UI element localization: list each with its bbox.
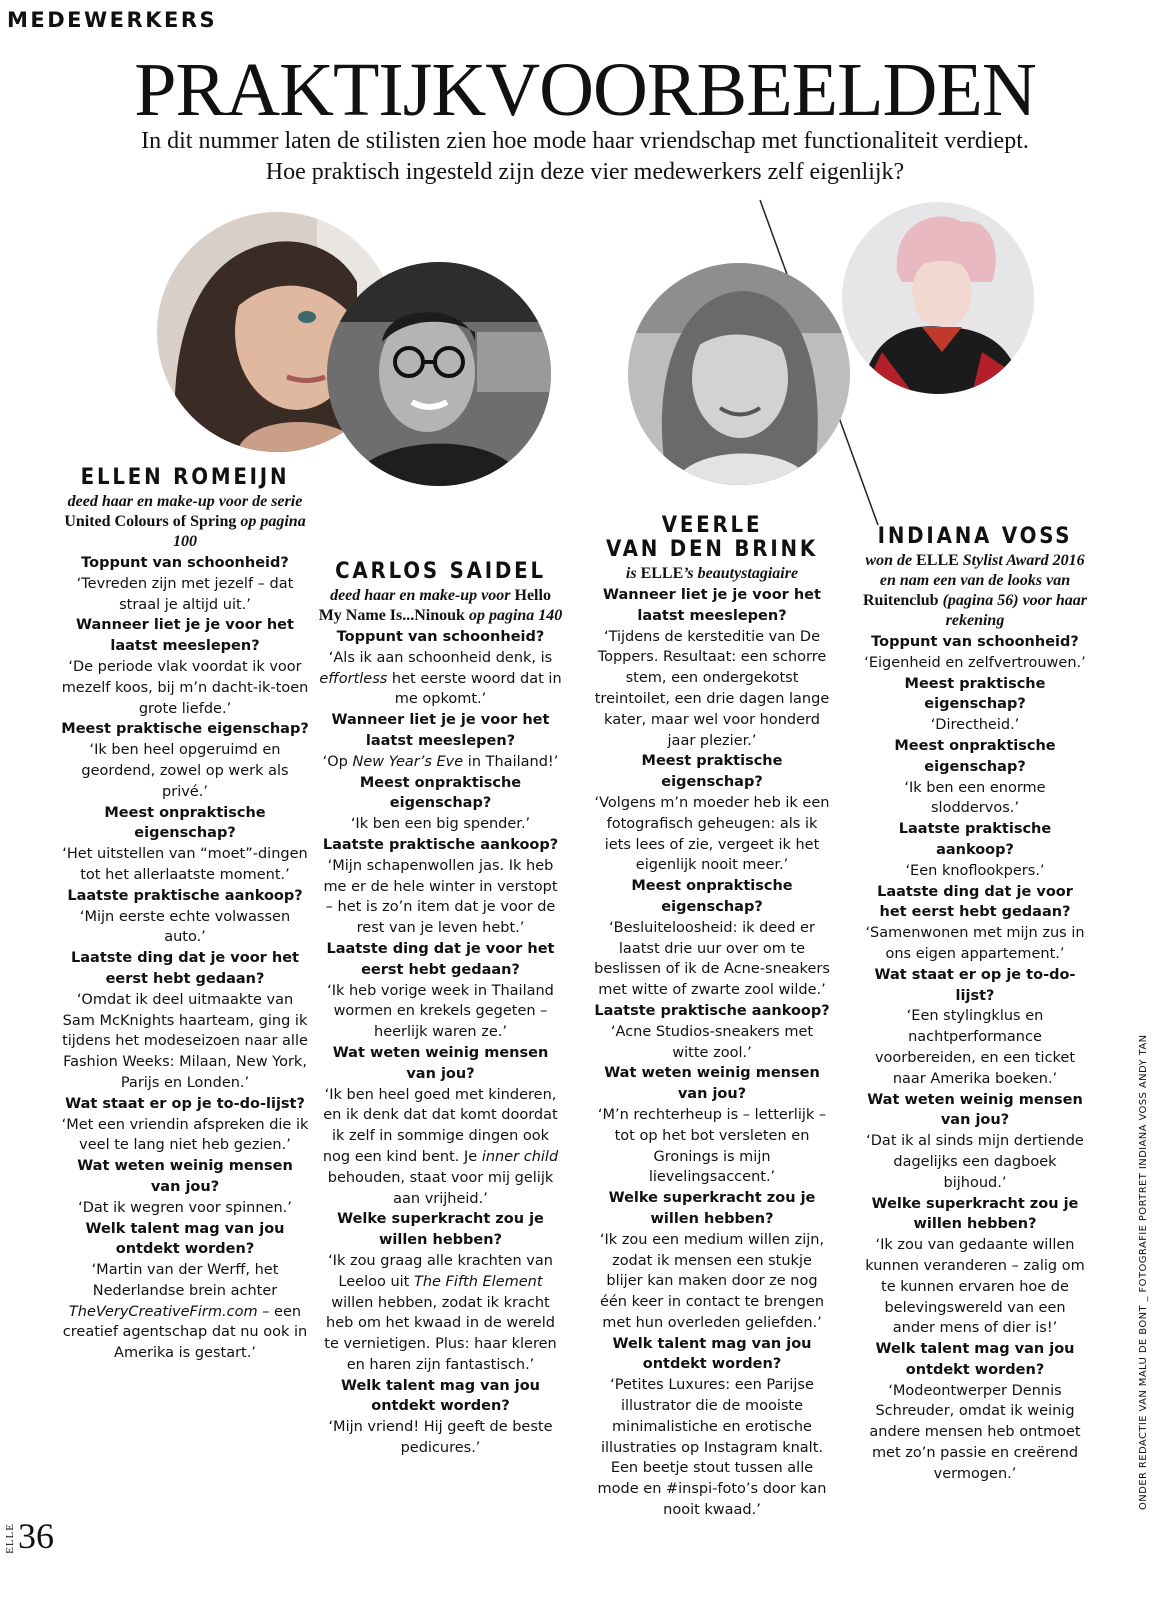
text-run: won de (865, 552, 917, 569)
text-run: ELLE (916, 552, 959, 569)
interview-answer (862, 653, 1088, 674)
interview-answer (318, 981, 563, 1043)
interview-question: Laatste praktische aankoop? (67, 887, 303, 904)
text-run: ‘De periode vlak voordat ik voor mezelf koos, bij m’n dacht-ik-toen grote liefde.’ (61, 658, 309, 717)
text-run: ‘Ik heb vorige week in Thailand wormen en krekels gegeten – heerlijk waren ze.’ (327, 982, 554, 1041)
interview-answer (594, 918, 830, 1001)
text-run: inner child (481, 1148, 559, 1165)
contributor-name: ELLEN ROMEIJN (80, 465, 290, 490)
interview-answer (318, 814, 563, 835)
interview-answer (60, 574, 310, 616)
text-run: ‘Ik ben een enorme sloddervos.’ (904, 779, 1046, 817)
text-run: deed haar en make-up voor (330, 587, 515, 604)
text-run: ‘Ik ben een big spender.’ (350, 816, 531, 833)
text-run: op pagina 100 (173, 513, 306, 550)
interview-answer (318, 648, 563, 710)
interview-question: Laatste praktische aankoop? (594, 1002, 830, 1019)
interview-answer (594, 793, 830, 876)
contributor-carlos-saidel (318, 560, 563, 1459)
text-run: ‘M’n rechterheup is – letterlijk – tot op het bot versleten en Gronings is mijn lievelingsaccent.’ (597, 1106, 827, 1186)
interview-question: Laatste ding dat je voor het eerst hebt gedaan? (71, 950, 299, 987)
text-run: ‘Modeontwerper Dennis Schreuder, omdat ik weinig andere mensen heb ontmoet met zo’n passie en creërend vermogen.’ (869, 1382, 1081, 1482)
interview-answer (60, 907, 310, 949)
interview-question: Welk talent mag van jou ontdekt worden? (85, 1220, 285, 1258)
interview-answer (594, 1105, 830, 1188)
portrait-photo-indiana (842, 202, 1034, 394)
text-run: New Year’s Eve (352, 753, 464, 770)
interview-question: Wat weten weinig mensen van jou? (867, 1091, 1083, 1129)
interview-answer (862, 1381, 1088, 1485)
interview-question: Laatste ding dat je voor het eerst hebt gedaan? (326, 940, 555, 978)
text-run: ‘Mijn schapenwollen jas. Ik heb me er de hele winter in verstopt – het is zo’n item dat je voor de rest van je leven hebt.’ (323, 857, 558, 937)
text-run: ‘Mijn eerste echte volwassen auto.’ (79, 908, 291, 946)
text-run: ‘Dat ik al sinds mijn dertiende dagelijks een dagboek bijhoud.’ (866, 1133, 1084, 1191)
text-run: ‘Petites Luxures: een Parijse illustrator die de mooiste minimalistiche en erotische illustraties op Instagram knalt. Een beetje stout tussen alle mode en #inspi-foto’s door kan nooit kwaad.’ (597, 1377, 827, 1519)
interview-question: Welk talent mag van jou ontdekt worden? (875, 1341, 1075, 1378)
text-run: behouden, staat voor mij gelijk aan vrijheid.’ (327, 1169, 554, 1207)
interview-question: Wanneer liet je je voor het laatst meeslepen? (76, 617, 294, 655)
interview-answer (862, 778, 1088, 820)
text-run: deed haar en make-up voor de serie (67, 493, 303, 510)
interview-question: Meest onpraktische eigenschap? (104, 804, 266, 842)
text-run: ‘Ik zou een medium willen zijn, zodat ik mensen een stukje blijer kan maken door ze nog één keer in contact te brengen met hun overleden geliefden.’ (599, 1231, 825, 1331)
text-run: in Thailand!’ (463, 753, 559, 770)
interview-question: Laatste praktische aankoop? (898, 821, 1052, 858)
contributor-veerle-van-den-brink (594, 514, 830, 1521)
text-run: – een creatief agentschap dat nu ook in Amerika is gestart.’ (62, 1303, 308, 1362)
text-run: ‘Samenwonen met mijn zus in ons eigen appartement.’ (865, 925, 1085, 962)
contributor-bio (318, 586, 563, 626)
text-run: TheVeryCreativeFirm.com (68, 1303, 258, 1320)
text-run: ‘Ik ben heel goed met kinderen, en ik denk dat dat komt doordat ik zelf in sommige dingen ook nog een kind bent. Je (322, 1086, 558, 1165)
text-run: Ruitenclub (862, 592, 939, 609)
interview-answer (60, 740, 310, 802)
interview-question: Laatste ding dat je voor het eerst hebt gedaan? (877, 883, 1073, 921)
interview-question: Meest praktische eigenschap? (641, 753, 783, 791)
interview-question: Meest onpraktische eigenschap? (631, 878, 793, 915)
text-run: ‘Mijn vriend! Hij geeft de beste pedicures.’ (328, 1419, 553, 1457)
interview-answer (60, 1198, 310, 1219)
interview-answer (594, 1375, 830, 1521)
interview-answer (862, 1235, 1088, 1339)
interview-answer (862, 1006, 1088, 1089)
interview-answer (862, 861, 1088, 882)
interview-question: Toppunt van schoonheid? (81, 555, 289, 571)
folio-brand: ELLE (4, 1523, 16, 1554)
interview-answer (318, 752, 563, 773)
interview-question: Welk talent mag van jou ontdekt worden? (612, 1335, 812, 1373)
text-run: ‘Acne Studios-sneakers met witte zool.’ (610, 1023, 814, 1061)
text-run: ‘Volgens m’n moeder heb ik een fotografisch geheugen: als ik iets lees of zie, vergeet ik het eigenlijk nooit meer.’ (594, 794, 830, 874)
contributor-name: INDIANA VOSS (877, 524, 1073, 549)
interview-question: Wat staat er op je to-do-lijst? (874, 966, 1076, 1004)
section-label: MEDEWERKERS (7, 8, 218, 32)
interview-answer (594, 627, 830, 752)
text-run: The Fifth Element (413, 1273, 543, 1290)
text-run: ‘Ik zou van gedaante willen kunnen veranderen – zalig om te kunnen ervaren hoe de belevingswereld van een ander mens of dier is!’ (865, 1237, 1085, 1337)
interview-question: Welke superkracht zou je willen hebben? (871, 1195, 1079, 1233)
interview-question: Meest onpraktische eigenschap? (894, 737, 1056, 775)
interview-answer (318, 1251, 563, 1376)
page-title: PRAKTIJKVOORBEELDEN (134, 48, 1036, 132)
text-run: effortless (319, 670, 388, 687)
interview-question: Welke superkracht zou je willen hebben? (337, 1211, 544, 1249)
text-run: ‘Tevreden zijn met jezelf – dat straal je altijd uit.’ (76, 575, 294, 613)
interview-answer (862, 1131, 1088, 1193)
text-run: ‘Een stylingklus en nachtperformance voorbereiden, en een ticket naar Amerika boeken.’ (874, 1008, 1076, 1087)
intro-line-2: Hoe praktisch ingesteld zijn deze vier medewerkers zelf eigenlijk? (265, 158, 905, 185)
interview-question: Meest onpraktische eigenschap? (359, 774, 522, 812)
text-run: (pagina 56) voor haar rekening (938, 592, 1088, 629)
interview-question: Meest praktische eigenschap? (61, 721, 309, 738)
contributor-bio (60, 492, 310, 552)
text-run: ‘Een knoflookpers.’ (905, 862, 1045, 879)
text-run: ‘Besluiteloosheid: ik deed er laatst drie uur over om te beslissen of ik de Acne-sneakers met witte of zwarte zool wilde.’ (594, 919, 830, 999)
text-run: ‘Ik zou graag alle krachten van Leeloo uit (328, 1252, 553, 1290)
text-run: ‘Als ik aan schoonheid denk, is (328, 649, 553, 666)
portrait-photo-carlos (327, 262, 551, 486)
interview-question: Wat staat er op je to-do-lijst? (65, 1095, 305, 1112)
text-run: ’s beautystagiaire (683, 565, 799, 582)
text-run: ‘Eigenheid en zelfvertrouwen.’ (864, 654, 1086, 671)
text-run: ‘Op (322, 753, 353, 770)
text-run: het eerste woord dat in me opkomt.’ (387, 670, 562, 708)
interview-answer (60, 1115, 310, 1157)
interview-question: Toppunt van schoonheid? (871, 634, 1079, 650)
interview-question: Wanneer liet je je voor het laatst meeslepen? (603, 587, 821, 624)
interview-answer (594, 1022, 830, 1064)
contributor-ellen-romeijn (60, 466, 310, 1364)
contributor-bio (862, 551, 1088, 631)
interview-question: Wat weten weinig mensen van jou? (604, 1065, 820, 1103)
text-run: ‘Martin van der Werff, het Nederlandse brein achter (91, 1262, 279, 1299)
contributor-name: CARLOS SAIDEL (335, 559, 546, 584)
text-run: ‘Directheid.’ (930, 717, 1020, 734)
contributor-name: VEERLE VAN DEN BRINK (606, 513, 818, 562)
text-run: ‘Dat ik wegren voor spinnen.’ (78, 1199, 292, 1216)
page-folio (4, 1518, 54, 1554)
interview-question: Welke superkracht zou je willen hebben? (608, 1190, 816, 1227)
text-run: United Colours of Spring (64, 513, 237, 530)
interview-answer (60, 844, 310, 886)
interview-answer (60, 657, 310, 719)
text-run: ‘Ik ben heel opgeruimd en geordend, zowel op werk als privé.’ (81, 742, 289, 800)
text-run: ‘Tijdens de kersteditie van De Toppers. Resultaat: een schorre stem, een ondergekotst treintoilet, een drie dagen lange kater, maar wel voor honderd jaar plezier.’ (594, 628, 830, 749)
interview-question: Wat weten weinig mensen van jou? (77, 1158, 293, 1195)
intro-line-1: In dit nummer laten de stilisten zien hoe mode haar vriendschap met functionaliteit verdiept. (141, 128, 1029, 154)
interview-question: Meest praktische eigenschap? (904, 675, 1046, 713)
interview-answer (318, 856, 563, 939)
interview-answer (318, 1417, 563, 1459)
text-run: is (625, 565, 641, 582)
interview-question: Wanneer liet je je voor het laatst meeslepen? (331, 712, 550, 749)
interview-question: Laatste praktische aankoop? (322, 836, 559, 853)
text-run: willen hebben, zodat ik kracht heb om het kwaad in de wereld te vernietigen. Plus: haar kleren en haren zijn fantastisch.’ (324, 1294, 557, 1373)
text-run: ‘Het uitstellen van “moet”-dingen tot het allerlaatste moment.’ (62, 846, 308, 883)
portrait-photo-veerle (628, 263, 850, 485)
text-run: op pagina 140 (464, 607, 563, 624)
text-run: ‘Omdat ik deel uitmaakte van Sam McKnights haarteam, ging ik tijdens het modeseizoen naar alle Fashion Weeks: Milaan, New York, Parijs en Londen.’ (62, 991, 308, 1091)
text-run: ELLE (640, 565, 684, 582)
page-number: 36 (18, 1516, 54, 1556)
interview-answer (594, 1230, 830, 1334)
text-run: Stylist Award 2016 en nam een van de looks van (879, 552, 1085, 589)
text-run: ‘Met een vriendin afspreken die ik veel te lang niet heb gezien.’ (61, 1116, 309, 1154)
interview-question: Toppunt van schoonheid? (336, 629, 545, 645)
text-run: Hello My Name Is...Ninouk (318, 587, 551, 624)
interview-answer (318, 1085, 563, 1210)
contributor-indiana-voss (862, 525, 1088, 1485)
interview-question: Welk talent mag van jou ontdekt worden? (341, 1377, 540, 1415)
interview-question: Wat weten weinig mensen van jou? (332, 1044, 549, 1082)
interview-answer (60, 1260, 310, 1364)
contributor-bio (594, 564, 830, 584)
interview-answer (862, 923, 1088, 965)
interview-answer (60, 990, 310, 1094)
interview-answer (862, 715, 1088, 736)
photo-credit: ONDER REDACTIE VAN MALU DE BONT _ FOTOGRAFIE PORTRET INDIANA VOSS ANDY TAN (1138, 1034, 1149, 1510)
